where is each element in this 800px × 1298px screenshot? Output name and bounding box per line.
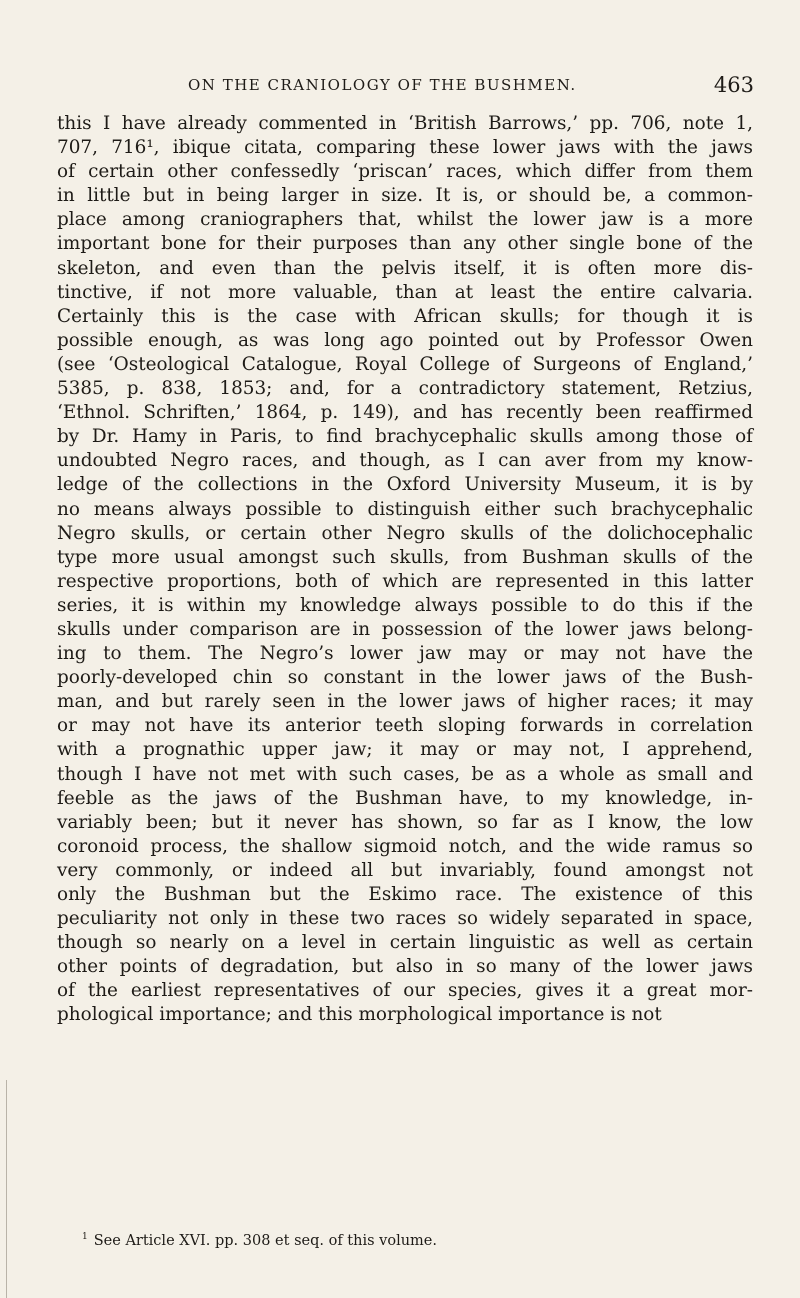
- text-line: possible enough, as was long ago pointed out by Professor Owen: [57, 329, 753, 351]
- text-line: Negro skulls, or certain other Negro skulls of the dolichocephalic: [57, 522, 753, 544]
- text-line: ledge of the collections in the Oxford University Museum, it is by: [57, 474, 753, 496]
- footnote-marker: 1: [82, 1232, 88, 1242]
- body-text: [57, 112, 753, 1028]
- text-line: feeble as the jaws of the Bushman have, to my knowledge, in-: [57, 787, 753, 809]
- text-line: with a prognathic upper jaw; it may or may not, I apprehend,: [57, 739, 753, 761]
- text-line: though so nearly on a level in certain linguistic as well as certain: [57, 932, 753, 954]
- text-line: though I have not met with such cases, be as a whole as small and: [57, 763, 753, 785]
- text-line: place among craniographers that, whilst the lower jaw is a more: [57, 209, 753, 231]
- text-line: in little but in being larger in size. It is, or should be, a common-: [57, 185, 753, 207]
- text-line: variably been; but it never has shown, so far as I know, the low: [57, 811, 753, 833]
- text-line: Certainly this is the case with African skulls; for though it is: [57, 305, 753, 327]
- text-line: this I have already commented in ‘British Barrows,’ pp. 706, note 1,: [57, 113, 753, 134]
- footnote: [82, 1232, 437, 1249]
- text-line: by Dr. Hamy in Paris, to find brachycephalic skulls among those of: [57, 426, 753, 448]
- text-line: ‘Ethnol. Schriften,’ 1864, p. 149), and has recently been reaffirmed: [57, 402, 753, 424]
- text-line: important bone for their purposes than any other single bone of the: [57, 233, 753, 255]
- text-line: or may not have its anterior teeth sloping forwards in correlation: [57, 715, 753, 737]
- text-line: (see ‘Osteological Catalogue, Royal College of Surgeons of England,’: [57, 353, 753, 375]
- page-number: 463: [713, 73, 754, 97]
- text-line: only the Bushman but the Eskimo race. The existence of this: [57, 884, 753, 905]
- text-line: phological importance; and this morphological importance is not: [57, 1004, 662, 1026]
- text-line: of the earliest representatives of our species, gives it a great mor-: [57, 980, 753, 1002]
- text-line: no means always possible to distinguish either such brachycephalic: [57, 498, 753, 520]
- text-line: other points of degradation, but also in so many of the lower jaws: [57, 956, 753, 978]
- footnote-text: See Article XVI. pp. 308 et seq. of this volume.: [93, 1233, 437, 1249]
- page-header: [60, 73, 760, 106]
- text-line: poorly-developed chin so constant in the lower jaws of the Bush-: [57, 667, 753, 689]
- text-line: skulls under comparison are in possession of the lower jaws belong-: [57, 618, 753, 640]
- text-line: peculiarity not only in these two races so widely separated in space,: [57, 908, 753, 930]
- text-line: very commonly, or indeed all but invariably, found amongst not: [57, 859, 753, 881]
- text-line: 707, 716¹, ibique citata, comparing these lower jaws with the jaws: [57, 137, 753, 159]
- text-line: tinctive, if not more valuable, than at least the entire calvaria.: [57, 281, 753, 303]
- text-line: skeleton, and even than the pelvis itself, it is often more dis-: [57, 257, 753, 279]
- text-line: coronoid process, the shallow sigmoid notch, and the wide ramus so: [57, 835, 753, 857]
- text-line: ing to them. The Negro’s lower jaw may or may not have the: [57, 643, 753, 665]
- text-line: undoubted Negro races, and though, as I can aver from my know-: [57, 450, 753, 472]
- text-line: series, it is within my knowledge always possible to do this if the: [57, 594, 753, 616]
- page-edge-line: [6, 1080, 7, 1298]
- running-title: ON THE CRANIOLOGY OF THE BUSHMEN.: [188, 76, 577, 94]
- text-line: type more usual amongst such skulls, from Bushman skulls of the: [57, 546, 753, 568]
- text-line: man, and but rarely seen in the lower jaws of higher races; it may: [57, 691, 753, 713]
- text-line: 5385, p. 838, 1853; and, for a contradictory statement, Retzius,: [57, 378, 753, 400]
- text-line: of certain other confessedly ‘priscan’ races, which differ from them: [57, 161, 753, 183]
- text-line: respective proportions, both of which are represented in this latter: [57, 570, 753, 592]
